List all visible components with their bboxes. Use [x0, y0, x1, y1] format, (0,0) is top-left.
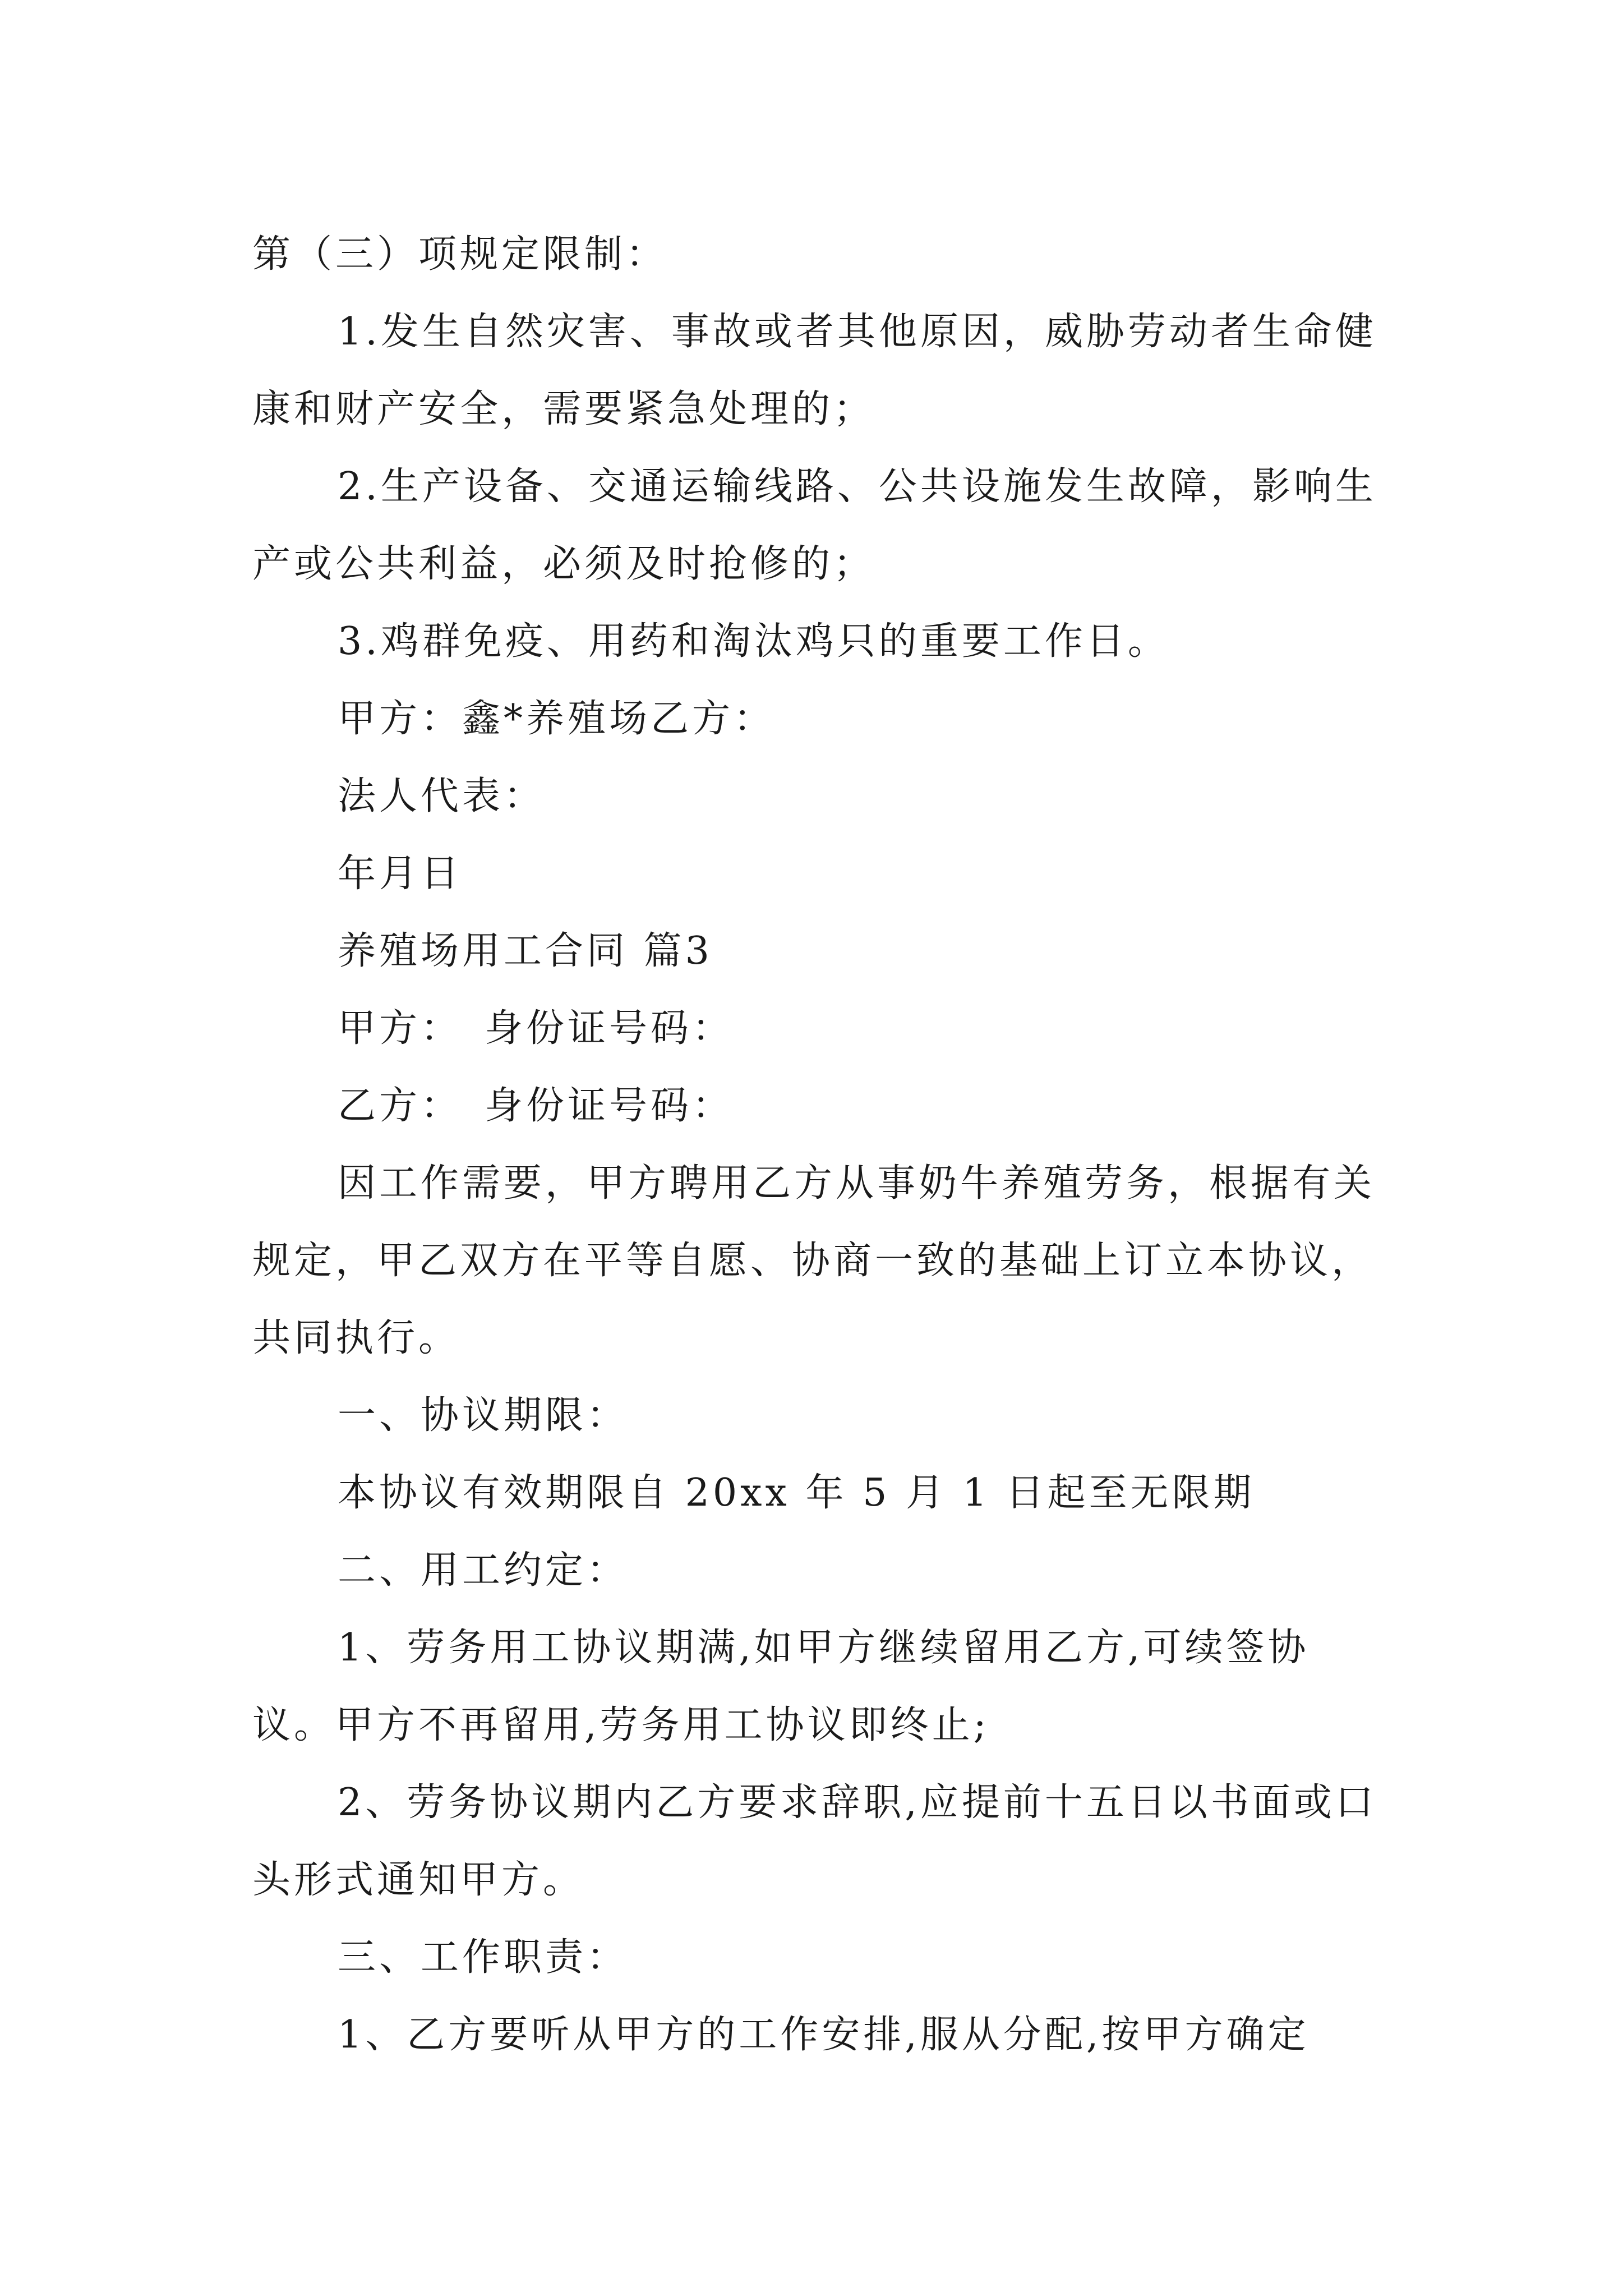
paragraph-5: 甲方：鑫*养殖场乙方：	[338, 697, 776, 741]
paragraph-6: 法人代表：	[338, 774, 546, 818]
paragraph-18: 1、乙方要听从甲方的工作安排,服从分配,按甲方确定	[338, 2013, 1310, 2057]
paragraph-7: 年月日	[338, 852, 463, 896]
paragraph-14: 二、用工约定：	[338, 1548, 629, 1593]
paragraph-4: 3.鸡群免疫、用药和淘汰鸡只的重要工作日。	[338, 619, 1169, 664]
paragraph-10: 乙方： 身份证号码：	[338, 1084, 734, 1128]
paragraph-12: 一、协议期限：	[338, 1393, 629, 1438]
section-title: 养殖场用工合同 篇3	[338, 929, 713, 973]
paragraph-16: 2、劳务协议期内乙方要求辞职,应提前十五日以书面或口头形式通知甲方。	[252, 1780, 1377, 1902]
paragraph-17: 三、工作职责：	[338, 1935, 629, 1980]
paragraph-15: 1、劳务用工协议期满,如甲方继续留用乙方,可续签协议。甲方不再留用,劳务用工协议即终止;	[252, 1626, 1310, 1747]
paragraph-3: 2.生产设备、交通运输线路、公共设施发生故障，影响生产或公共利益，必须及时抢修的；	[252, 464, 1377, 586]
document-body	[252, 216, 1385, 2074]
paragraph-13: 本协议有效期限自 20xx 年 5 月 1 日起至无限期	[338, 1471, 1255, 1515]
paragraph-9: 甲方： 身份证号码：	[338, 1006, 734, 1051]
paragraph-11: 因工作需要，甲方聘用乙方从事奶牛养殖劳务，根据有关规定，甲乙双方在平等自愿、协商一致的基础上订立本协议，共同执行。	[252, 1161, 1376, 1360]
paragraph-2: 1.发生自然灾害、事故或者其他原因，威胁劳动者生命健康和财产安全，需要紧急处理的；	[252, 310, 1377, 431]
paragraph-1: 第（三）项规定限制：	[252, 232, 668, 277]
